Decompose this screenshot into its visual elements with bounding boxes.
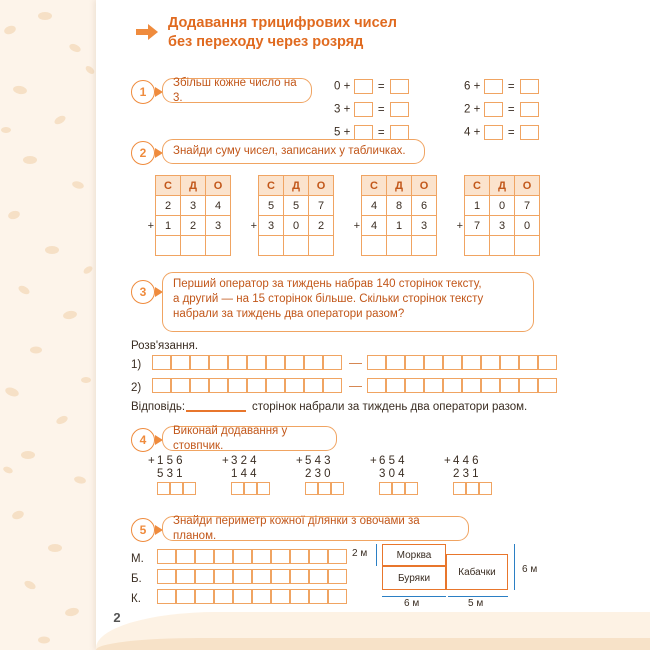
plot-zucchini: Кабачки — [446, 554, 508, 590]
row-lead — [140, 196, 156, 216]
answer-blank-line[interactable] — [186, 410, 246, 412]
addend-top: + 1 5 6 — [148, 455, 183, 467]
answer-box[interactable] — [424, 355, 443, 370]
task-1-prompt: Збільш кожне число на 3. — [162, 78, 312, 103]
answer-box[interactable] — [214, 569, 233, 584]
page-bottom-decoration — [96, 612, 650, 650]
garden-plan-diagram — [352, 540, 612, 615]
task-5-prompt: Знайди периметр кожної ділянки з овочами за планом. — [162, 516, 469, 541]
digit-cell: 3 — [259, 216, 284, 236]
addend-bottom: 2 3 1 — [453, 468, 479, 480]
page-number: 2 — [113, 609, 121, 625]
page-title-line1: Додавання трицифрових чисел — [168, 15, 397, 31]
digit-cell: 4 — [362, 196, 387, 216]
answer-cell[interactable] — [465, 236, 490, 256]
column-sum-4 — [370, 455, 418, 495]
answer-box[interactable] — [354, 102, 373, 117]
column-sum-3 — [296, 455, 344, 495]
column-sum-5 — [444, 455, 492, 495]
addend-top: + 3 2 4 — [222, 455, 257, 467]
answer-box[interactable] — [520, 125, 539, 140]
answer-box[interactable] — [405, 378, 424, 393]
equals-sign: = — [507, 103, 515, 116]
row-lead — [449, 176, 465, 196]
answer-box[interactable] — [233, 589, 252, 604]
answer-box[interactable] — [354, 79, 373, 94]
task-1-col1-row3 — [334, 125, 409, 140]
answer-box[interactable] — [244, 482, 257, 495]
col-header-ones: О — [515, 176, 540, 196]
task-number-1: 1 — [131, 80, 155, 104]
digit-cell: 2 — [181, 216, 206, 236]
answer-box[interactable] — [305, 482, 318, 495]
answer-box[interactable] — [285, 355, 304, 370]
answer-box[interactable] — [484, 79, 503, 94]
answer-box[interactable] — [176, 569, 195, 584]
answer-cell[interactable] — [284, 236, 309, 256]
answer-box[interactable] — [157, 569, 176, 584]
expr-text: 2 + — [464, 103, 481, 116]
arrow-right-icon — [136, 24, 158, 40]
separator-dash-1: — — [349, 355, 362, 370]
col-header-hundreds: С — [259, 176, 284, 196]
answer-box[interactable] — [323, 355, 342, 370]
answer-box[interactable] — [190, 378, 209, 393]
task-3-prompt-line1: Перший оператор за тиждень набрав 140 сторінок тексту, — [173, 278, 482, 290]
answer-box[interactable] — [195, 589, 214, 604]
answer-box[interactable] — [247, 378, 266, 393]
digit-cell: 3 — [490, 216, 515, 236]
equals-sign: = — [507, 80, 515, 93]
task-4-prompt: Виконай додавання у стовпчик. — [162, 426, 337, 451]
digit-cell: 1 — [156, 216, 181, 236]
answer-cell[interactable] — [206, 236, 231, 256]
col-header-tens: Д — [284, 176, 309, 196]
perimeter-row-m-boxes[interactable] — [157, 549, 347, 564]
answer-box[interactable] — [484, 125, 503, 140]
task-1-col1-row1 — [334, 79, 409, 94]
answer-box[interactable] — [304, 378, 323, 393]
answer-box[interactable] — [328, 589, 347, 604]
digit-cell: 3 — [206, 216, 231, 236]
answer-box[interactable] — [367, 378, 386, 393]
answer-cell[interactable] — [490, 236, 515, 256]
answer-box[interactable] — [484, 102, 503, 117]
row-lead-plus: + — [250, 219, 257, 232]
sum-answer-boxes[interactable] — [453, 482, 492, 495]
answer-box[interactable] — [519, 355, 538, 370]
dim-bottom-left-label: 6 м — [404, 598, 420, 609]
task-2-prompt: Знайди суму чисел, записаних у табличках. — [162, 139, 425, 164]
answer-box[interactable] — [209, 355, 228, 370]
answer-cell[interactable] — [156, 236, 181, 256]
expr-text: 0 + — [334, 80, 351, 93]
row-lead-plus: + — [456, 219, 463, 232]
answer-box[interactable] — [228, 355, 247, 370]
row-lead-plus: + — [353, 219, 360, 232]
answer-box[interactable] — [453, 482, 466, 495]
answer-box[interactable] — [390, 79, 409, 94]
answer-box[interactable] — [214, 549, 233, 564]
dim-left-bar — [376, 544, 377, 566]
answer-box[interactable] — [171, 355, 190, 370]
col-header-hundreds: С — [362, 176, 387, 196]
answer-box[interactable] — [195, 569, 214, 584]
answer-box[interactable] — [386, 378, 405, 393]
answer-box[interactable] — [466, 482, 479, 495]
digit-cell: 5 — [284, 196, 309, 216]
col-header-hundreds: С — [465, 176, 490, 196]
answer-box[interactable] — [520, 102, 539, 117]
answer-box[interactable] — [252, 569, 271, 584]
digit-cell: 6 — [412, 196, 437, 216]
column-sum-1 — [148, 455, 196, 495]
sum-answer-boxes[interactable] — [305, 482, 344, 495]
answer-box[interactable] — [247, 355, 266, 370]
row-lead — [243, 236, 259, 256]
digit-cell: 3 — [181, 196, 206, 216]
row-lead — [140, 176, 156, 196]
col-header-ones: О — [412, 176, 437, 196]
expr-text: 3 + — [334, 103, 351, 116]
answer-box[interactable] — [233, 549, 252, 564]
answer-cell[interactable] — [412, 236, 437, 256]
answer-box[interactable] — [328, 569, 347, 584]
place-value-table-1 — [140, 175, 231, 256]
col-header-hundreds: С — [156, 176, 181, 196]
column-sum-2 — [222, 455, 270, 495]
col-header-tens: Д — [490, 176, 515, 196]
dim-right-label: 6 м — [522, 564, 538, 575]
answer-box[interactable] — [405, 482, 418, 495]
answer-box[interactable] — [209, 378, 228, 393]
answer-box[interactable] — [309, 549, 328, 564]
equals-sign: = — [377, 80, 385, 93]
answer-box[interactable] — [462, 378, 481, 393]
answer-cell[interactable] — [387, 236, 412, 256]
place-value-table-4 — [449, 175, 540, 256]
col-header-ones: О — [309, 176, 334, 196]
answer-box[interactable] — [266, 355, 285, 370]
answer-box[interactable] — [271, 549, 290, 564]
expr-text: 6 + — [464, 80, 481, 93]
dim-left-label: 2 м — [352, 548, 368, 559]
answer-box[interactable] — [257, 482, 270, 495]
answer-box[interactable] — [171, 378, 190, 393]
addend-bottom: 5 3 1 — [157, 468, 183, 480]
task-1-col2-row1 — [464, 79, 539, 94]
answer-box[interactable] — [157, 589, 176, 604]
dim-bottom-right-label: 5 м — [468, 598, 484, 609]
answer-box[interactable] — [170, 482, 183, 495]
answer-cell[interactable] — [515, 236, 540, 256]
task-number-2: 2 — [131, 141, 155, 165]
answer-box[interactable] — [481, 378, 500, 393]
answer-box[interactable] — [462, 355, 481, 370]
answer-box[interactable] — [176, 589, 195, 604]
addend-bottom: 2 3 0 — [305, 468, 331, 480]
answer-box[interactable] — [183, 482, 196, 495]
solution-step-1-boxes-right[interactable] — [367, 355, 557, 370]
plot-carrots: Морква — [382, 544, 446, 566]
answer-box[interactable] — [157, 549, 176, 564]
task-3-prompt-line2: а другий — на 15 сторінок більше. Скільки сторінок тексту — [173, 293, 484, 305]
task-1-col2-row3 — [464, 125, 539, 140]
answer-box[interactable] — [390, 125, 409, 140]
answer-box[interactable] — [500, 355, 519, 370]
addend-bottom: 1 4 4 — [231, 468, 257, 480]
digit-cell: 1 — [387, 216, 412, 236]
digit-cell: 0 — [284, 216, 309, 236]
answer-cell[interactable] — [362, 236, 387, 256]
answer-box[interactable] — [392, 482, 405, 495]
answer-tail-text: сторінок набрали за тиждень два оператори разом. — [252, 401, 528, 413]
page-header — [136, 14, 596, 52]
col-header-ones: О — [206, 176, 231, 196]
answer-cell[interactable] — [309, 236, 334, 256]
task-1-col2-row2 — [464, 102, 539, 117]
perimeter-row-b-boxes[interactable] — [157, 569, 347, 584]
row-lead — [449, 236, 465, 256]
sum-answer-boxes[interactable] — [231, 482, 270, 495]
digit-cell: 4 — [206, 196, 231, 216]
answer-box[interactable] — [176, 549, 195, 564]
answer-box[interactable] — [443, 378, 462, 393]
answer-box[interactable] — [354, 125, 373, 140]
sum-answer-boxes[interactable] — [379, 482, 418, 495]
solution-step-2-boxes-right[interactable] — [367, 378, 557, 393]
answer-box[interactable] — [386, 355, 405, 370]
row-lead — [346, 236, 362, 256]
dim-right-bar — [514, 544, 515, 590]
equals-sign: = — [377, 103, 385, 116]
answer-box[interactable] — [231, 482, 244, 495]
answer-box[interactable] — [252, 549, 271, 564]
task-1-col1-row2 — [334, 102, 409, 117]
answer-box[interactable] — [318, 482, 331, 495]
addend-top: + 5 4 3 — [296, 455, 331, 467]
answer-box[interactable] — [157, 482, 170, 495]
answer-box[interactable] — [190, 355, 209, 370]
digit-cell: 0 — [490, 196, 515, 216]
perimeter-row-label-b: Б. — [131, 573, 142, 585]
answer-box[interactable] — [214, 589, 233, 604]
addend-bottom: 3 0 4 — [379, 468, 405, 480]
solution-label: Розв'язання. — [131, 340, 199, 352]
answer-box[interactable] — [479, 482, 492, 495]
answer-box[interactable] — [519, 378, 538, 393]
answer-cell[interactable] — [181, 236, 206, 256]
task-number-4: 4 — [131, 428, 155, 452]
answer-box[interactable] — [309, 589, 328, 604]
addend-top: + 4 4 6 — [444, 455, 479, 467]
page-title — [168, 14, 596, 52]
answer-box[interactable] — [290, 569, 309, 584]
digit-cell: 5 — [259, 196, 284, 216]
row-lead — [243, 196, 259, 216]
answer-box[interactable] — [152, 355, 171, 370]
digit-cell: 7 — [515, 196, 540, 216]
answer-box[interactable] — [328, 549, 347, 564]
answer-box[interactable] — [331, 482, 344, 495]
answer-box[interactable] — [323, 378, 342, 393]
answer-box[interactable] — [390, 102, 409, 117]
answer-box[interactable] — [443, 355, 462, 370]
answer-box[interactable] — [500, 378, 519, 393]
solution-step-1-boxes-left[interactable] — [152, 355, 342, 370]
digit-cell: 1 — [465, 196, 490, 216]
answer-box[interactable] — [233, 569, 252, 584]
answer-label: Відповідь: — [131, 401, 186, 413]
answer-box[interactable] — [538, 378, 557, 393]
row-lead — [140, 236, 156, 256]
expr-text: 5 + — [334, 126, 351, 139]
answer-box[interactable] — [252, 589, 271, 604]
solution-step-1-label: 1) — [131, 359, 142, 371]
digit-cell: 7 — [309, 196, 334, 216]
row-lead — [346, 196, 362, 216]
answer-box[interactable] — [228, 378, 247, 393]
answer-box[interactable] — [367, 355, 386, 370]
answer-box[interactable] — [304, 355, 323, 370]
perimeter-row-label-m: М. — [131, 553, 144, 565]
answer-box[interactable] — [285, 378, 304, 393]
page-title-line2: без переходу через розряд — [168, 34, 364, 50]
expr-text: 4 + — [464, 126, 481, 139]
solution-step-2-boxes-left[interactable] — [152, 378, 342, 393]
digit-cell: 7 — [465, 216, 490, 236]
digit-cell: 0 — [515, 216, 540, 236]
answer-box[interactable] — [424, 378, 443, 393]
task-3-prompt — [162, 272, 534, 332]
digit-cell: 3 — [412, 216, 437, 236]
answer-box[interactable] — [379, 482, 392, 495]
equals-sign: = — [377, 126, 385, 139]
perimeter-row-label-k: К. — [131, 593, 141, 605]
digit-cell: 8 — [387, 196, 412, 216]
answer-box[interactable] — [309, 569, 328, 584]
col-header-tens: Д — [181, 176, 206, 196]
row-lead — [243, 176, 259, 196]
answer-box[interactable] — [538, 355, 557, 370]
addend-top: + 6 5 4 — [370, 455, 405, 467]
task-number-3: 3 — [131, 280, 155, 304]
answer-box[interactable] — [481, 355, 500, 370]
sum-answer-boxes[interactable] — [157, 482, 196, 495]
separator-dash-2: — — [349, 378, 362, 393]
col-header-tens: Д — [387, 176, 412, 196]
digit-cell: 2 — [156, 196, 181, 216]
plot-beets: Буряки — [382, 566, 446, 590]
answer-box[interactable] — [520, 79, 539, 94]
place-value-table-2 — [243, 175, 334, 256]
answer-box[interactable] — [271, 569, 290, 584]
solution-step-2-label: 2) — [131, 382, 142, 394]
place-value-table-3 — [346, 175, 437, 256]
task-3-prompt-line3: набрали за тиждень два оператори разом? — [173, 308, 405, 320]
answer-box[interactable] — [152, 378, 171, 393]
answer-box[interactable] — [290, 589, 309, 604]
digit-cell: 4 — [362, 216, 387, 236]
perimeter-row-k-boxes[interactable] — [157, 589, 347, 604]
answer-box[interactable] — [290, 549, 309, 564]
row-lead — [346, 176, 362, 196]
answer-box[interactable] — [195, 549, 214, 564]
row-lead-plus: + — [147, 219, 154, 232]
answer-box[interactable] — [266, 378, 285, 393]
row-lead — [449, 196, 465, 216]
answer-cell[interactable] — [259, 236, 284, 256]
equals-sign: = — [507, 126, 515, 139]
answer-box[interactable] — [271, 589, 290, 604]
task-number-5: 5 — [131, 518, 155, 542]
answer-box[interactable] — [405, 355, 424, 370]
digit-cell: 2 — [309, 216, 334, 236]
